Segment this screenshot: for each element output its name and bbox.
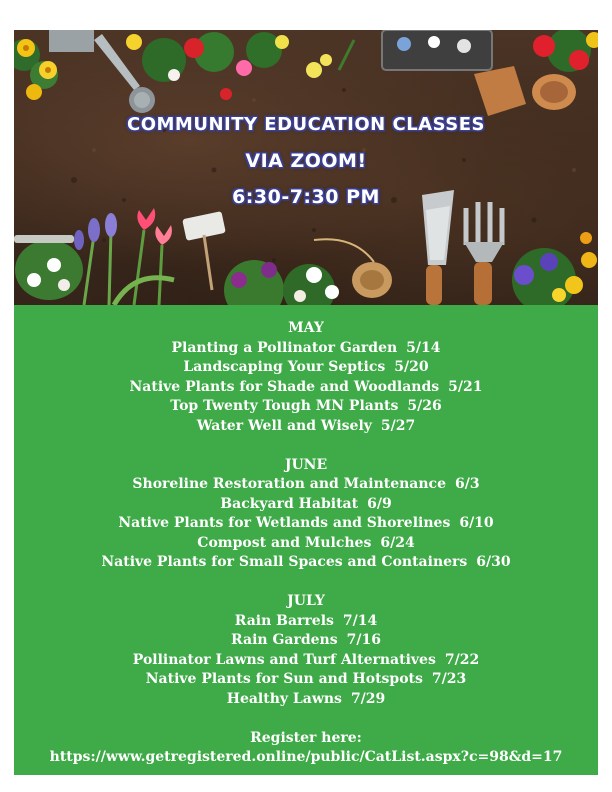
class-date: 6/24	[380, 534, 415, 551]
class-row	[14, 339, 598, 359]
class-date: 7/14	[342, 612, 378, 629]
tulips	[114, 208, 174, 305]
clay-pots	[474, 66, 576, 116]
seed-tray-top-right	[382, 30, 492, 70]
class-row	[14, 495, 598, 515]
red-flowers-top-right	[533, 30, 598, 72]
class-date: 5/21	[448, 378, 483, 395]
class-title: Water Well and Wisely	[196, 417, 372, 434]
class-title: Native Plants for Sun and Hotspots	[145, 671, 423, 687]
flower-cluster-bottom-center	[224, 260, 339, 305]
class-date: 7/16	[346, 632, 381, 648]
class-date: 7/22	[444, 651, 480, 668]
class-date: 6/9	[367, 495, 392, 512]
plant-marker-sign	[182, 211, 226, 290]
class-date: 7/29	[350, 690, 386, 707]
flower-pot-bottom-left	[14, 235, 83, 300]
class-title: Landscaping Your Septics	[183, 359, 386, 375]
register-link[interactable]: https://www.getregistered.online/public/CatList.aspx?c=98&d=17	[49, 749, 563, 765]
schedule-panel	[14, 305, 598, 775]
flower-cluster-top	[126, 32, 289, 100]
class-row	[14, 631, 598, 651]
class-row	[14, 397, 598, 417]
register-block	[14, 729, 598, 768]
class-title: Compost and Mulches	[197, 534, 372, 551]
class-row	[14, 378, 598, 398]
class-title: Native Plants for Small Spaces and Containers	[101, 554, 468, 570]
class-title: Healthy Lawns	[226, 690, 342, 707]
class-row	[14, 651, 598, 671]
class-title: Planting a Pollinator Garden	[171, 339, 398, 356]
class-title: Top Twenty Tough MN Plants	[170, 398, 399, 414]
class-row	[14, 534, 598, 554]
pink-flower-stem	[306, 40, 354, 78]
class-date: 5/27	[380, 417, 416, 434]
class-row	[14, 417, 598, 437]
class-title: Native Plants for Shade and Woodlands	[129, 378, 440, 395]
class-title: Rain Gardens	[231, 632, 338, 648]
class-date: 7/23	[431, 671, 467, 687]
month-july	[14, 592, 598, 709]
class-date: 6/10	[459, 515, 494, 531]
class-date: 6/3	[454, 476, 480, 492]
hero-title-line1: COMMUNITY EDUCATION CLASSES	[127, 114, 485, 135]
month-may	[14, 319, 598, 436]
class-row	[14, 553, 598, 573]
class-title: Shoreline Restoration and Maintenance	[132, 476, 446, 492]
class-row	[14, 612, 598, 632]
pansies-bottom-right	[512, 232, 597, 305]
class-date: 5/14	[406, 339, 441, 356]
class-row	[14, 514, 598, 534]
class-row	[14, 690, 598, 710]
class-title: Rain Barrels	[234, 612, 334, 629]
month-title: MAY	[288, 320, 324, 336]
class-title: Native Plants for Wetlands and Shorelines	[118, 515, 451, 531]
class-row	[14, 475, 598, 495]
class-row	[14, 358, 598, 378]
garden-fork	[464, 202, 504, 305]
class-schedule	[14, 319, 598, 768]
class-date: 5/20	[394, 359, 429, 375]
class-date: 5/26	[407, 398, 442, 414]
class-date: 6/30	[476, 554, 511, 570]
month-title: JUNE	[284, 456, 328, 473]
month-june	[14, 456, 598, 573]
hero-title-line2: VIA ZOOM!	[245, 150, 367, 172]
class-title: Backyard Habitat	[220, 495, 359, 512]
garden-hero-image	[14, 30, 598, 305]
month-title: JULY	[287, 593, 325, 609]
class-row	[14, 670, 598, 690]
class-title: Pollinator Lawns and Turf Alternatives	[132, 651, 436, 668]
hero-title-line3: 6:30-7:30 PM	[232, 186, 380, 208]
register-label: Register here:	[250, 729, 362, 746]
